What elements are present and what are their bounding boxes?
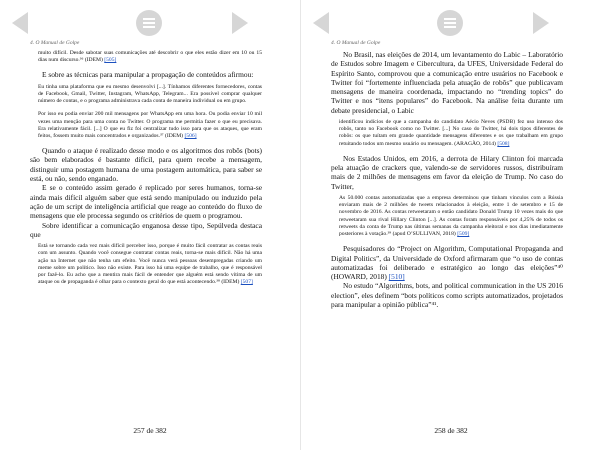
reference-link[interactable]: [509]: [457, 231, 470, 238]
reference-link[interactable]: [505]: [104, 57, 117, 64]
paragraph: No Brasil, nas eleições de 2014, um levantamento do Labic – Laboratório de Estudos sobre Imagem e Cibercultura, da UFES, Universidade Federal do Espírito Santo, comprovou que a comunicação entre usuários no Facebook e Twitter foi “fortemente influenciada pela atuação de robôs” que publicavam mensagens de maneira coordenada, impactando no “trending topics” do Twitter e nos “itens populares” do Facebook. Na análise feita durante um debate presidencial, o Labic: [331, 50, 563, 115]
reference-link[interactable]: [510]: [388, 272, 405, 282]
arrow-right-icon[interactable]: [533, 12, 549, 34]
block-quote: identificou indícios de que a campanha do candidato Aécio Neves (PSDB) fez uso intenso dos robôs, tanto no Facebook como no Twitter. [...] No caso do Twitter, há dois tipos diferentes de robôs: os que tuítam em grande quantidade mensagens diferentes e os que trabalham em grupo retuitando todos um mesmo usuário ou mensagem. (ARAGÃO, 2014) [508]: [339, 119, 563, 147]
paragraph: E sobre as técnicas para manipular a propagação de conteúdos afirmou:: [42, 70, 254, 80]
paragraph: Quando o ataque é realizado desse modo e os algoritmos dos robôs (bots) são bem elaborados é bastante difícil, para quem recebe a mensagem, distinguir uma postagem humana de uma postagem automática, para saber se está, ou não, sendo enganado.: [30, 146, 262, 184]
page-number: 257 de 382: [133, 426, 167, 435]
reference-link[interactable]: [506]: [184, 132, 197, 139]
block-quote: Por isso eu podia enviar 200 mil mensagens por WhatsApp em uma hora. Ou podia enviar 10 mil vezes uma menção para uma conta no Twitter. O programa me permitia fazer o que eu precisava. Era relativamente fácil. [...] O que eu fiz foi centralizar tudo isso para que os ataques, que eram feitos, fossem muito mais concentrados e organizados.³⁷ (IDEM) [506]: [38, 111, 262, 139]
right-nav-bar: [301, 10, 600, 36]
paragraph: Nos Estados Unidos, em 2016, a derrota de Hilary Clinton foi marcada pela atuação de crackers que, valendo-se de servidores russos, distribuíram mais de 2 milhões de mensagens em favor da eleição de Trump. No caso do Twitter,: [331, 153, 563, 191]
menu-icon[interactable]: [437, 10, 463, 36]
right-page: [300, 0, 600, 450]
block-quote: muito difícil. Desde sabotar suas comunicações até descobrir o que eles estão dizer em 10 ou 15 dias num discurso.³⁶ (IDEM) [505]: [38, 50, 262, 64]
arrow-left-icon[interactable]: [12, 12, 28, 34]
page-number: 258 de 382: [434, 426, 468, 435]
running-header: 4. O Manual de Golpe: [331, 40, 381, 46]
menu-icon[interactable]: [136, 10, 162, 36]
arrow-right-icon[interactable]: [232, 12, 248, 34]
left-page-content: [30, 50, 262, 292]
right-page-content: [331, 50, 563, 309]
paragraph: Pesquisadores do “Project on Algorithm, Computational Propaganda and Digital Politics”, da Universidade de Oxford afirmaram que “o uso de contas automatizadas foi deliberado e estratégico ao longo das eleições”⁴⁰ (HOWARD, 2018) [510]: [331, 244, 563, 282]
left-nav-bar: [0, 10, 300, 36]
paragraph: E se o conteúdo assim gerado é replicado por seres humanos, torna-se ainda mais difícil alguém saber que está sendo manipulado ou induzido pela ação de um script de inteligência artificial que reage ao conteúdo do fluxo de mensagens que ele processa segundo os critérios de quem o programou.: [30, 183, 262, 221]
paragraph: No estudo “Algorithms, bots, and political communication in the US 2016 election”, eles definem “bots políticos como scripts automatizados, projetados para manipular a opinião pública”⁴¹.: [331, 281, 563, 310]
reference-link[interactable]: [507]: [240, 279, 253, 286]
block-quote: Eu tinha uma plataforma que eu mesmo desenvolvi [...]. Tínhamos diferentes fornecedores, contas de Facebook, Gmail, Twitter, Instagram, WhatsApp, Telegram... Era possível comprar qualquer número de contas, e o programa administrava cada conta de maneira individual ou em grupo.: [38, 83, 262, 105]
paragraph: Sobre identificar a comunicação enganosa desse tipo, Sepúlveda destaca que: [30, 220, 262, 239]
reference-link[interactable]: [508]: [497, 140, 510, 147]
running-header: 4. O Manual de Golpe: [30, 40, 80, 46]
block-quote: Está se tornando cada vez mais difícil perceber isso, porque é muito fácil contratar as contas reais com um assunto. Quando você consegue contratar contas reais, torna-se mais difícil. Não há uma ação na Internet que não tenha um efeito. Você nunca verá pessoas desempregadas criando um meme sobre um político. Isso não existe. Para isso há uma equipe de trabalho, que é responsável por fazê-lo. Eu acho que a mentira mais fácil de entender que alguém está sendo vítima de um ataque ou de propaganda é olhar para o contexto geral do que está acontecendo.³⁸ (IDEM) [507]: [38, 243, 262, 286]
arrow-left-icon[interactable]: [313, 12, 329, 34]
block-quote: As 50.000 contas automatizadas que a empresa determinou que tinham vínculos com a Rússia enviaram mais de 2 milhões de tweets relacionados à eleição, entre 1 de setembro e 15 de novembro de 2016. As contas retweetaram o então candidato Donald Trump 10 vezes mais do que retweetaram sua rival Hillary Clinton [...]. As contas foram responsáveis por 4,25% de todos os retweets da conta de Trump nas últimas semanas da campanha eleitoral e nos dias imediatamente posteriores à votação.³⁹ (apud O’SULLIVAN, 2018) [509]: [339, 195, 563, 238]
